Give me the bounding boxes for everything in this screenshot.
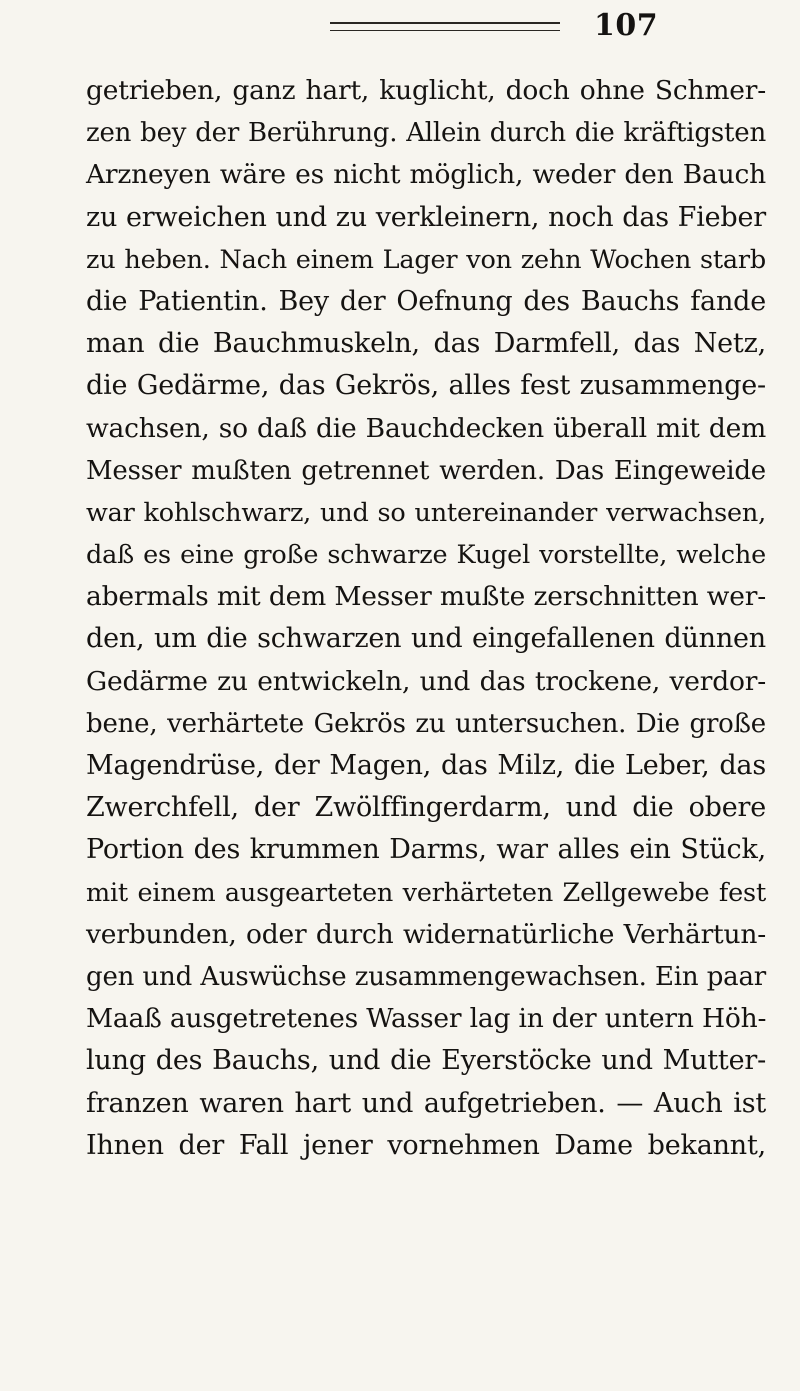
text-line: mit einem ausgearteten verhärteten Zellgewebe fest: [86, 877, 766, 908]
text-line: den, um die schwarzen und eingefallenen dünnen: [86, 623, 766, 655]
text-line: Gedärme zu entwickeln, und das trockene, verdor-: [86, 665, 766, 697]
text-line: lung des Bauchs, und die Eyerstöcke und Mutter-: [86, 1045, 766, 1077]
header-rule: [330, 22, 560, 24]
text-line: bene, verhärtete Gekrös zu untersuchen. Die große: [86, 708, 766, 739]
text-line: Zwerchfell, der Zwölffingerdarm, und die obere: [86, 792, 766, 824]
body-text: [86, 70, 766, 1167]
text-line: Ihnen der Fall jener vornehmen Dame bekannt,: [86, 1129, 766, 1161]
text-line: die Patientin. Bey der Oefnung des Bauchs fande: [86, 285, 766, 317]
text-line: abermals mit dem Messer mußte zerschnitten wer-: [86, 581, 766, 613]
text-line: die Gedärme, das Gekrös, alles fest zusammenge-: [86, 370, 766, 402]
text-line: gen und Auswüchse zusammengewachsen. Ein paar: [86, 961, 766, 992]
page-number: 107: [594, 8, 659, 43]
text-line: Arzneyen wäre es nicht möglich, weder den Bauch: [86, 159, 766, 191]
text-line: franzen waren hart und aufgetrieben. — Auch ist: [86, 1087, 766, 1119]
text-line: Portion des krummen Darms, war alles ein Stück,: [86, 834, 766, 866]
text-line: zen bey der Berührung. Allein durch die kräftigsten: [86, 118, 766, 149]
text-line: man die Bauchmuskeln, das Darmfell, das Netz,: [86, 328, 766, 360]
text-line: getrieben, ganz hart, kuglicht, doch ohne Schmer-: [86, 75, 766, 106]
text-line: daß es eine große schwarze Kugel vorstellte, welche: [86, 540, 766, 571]
text-line: war kohlschwarz, und so untereinander verwachsen,: [86, 497, 766, 528]
header-rule-thin: [330, 30, 560, 31]
text-line: Maaß ausgetretenes Wasser lag in der untern Höh-: [86, 1003, 767, 1035]
text-line: verbunden, oder durch widernatürliche Verhärtun-: [86, 918, 766, 950]
text-line: Magendrüse, der Magen, das Milz, die Leber, das: [86, 750, 766, 781]
text-line: wachsen, so daß die Bauchdecken überall mit dem: [86, 412, 766, 444]
text-line: zu erweichen und zu verkleinern, noch das Fieber: [86, 201, 766, 233]
text-line: Messer mußten getrennet werden. Das Eingeweide: [86, 455, 766, 486]
text-line: zu heben. Nach einem Lager von zehn Wochen starb: [86, 244, 766, 275]
